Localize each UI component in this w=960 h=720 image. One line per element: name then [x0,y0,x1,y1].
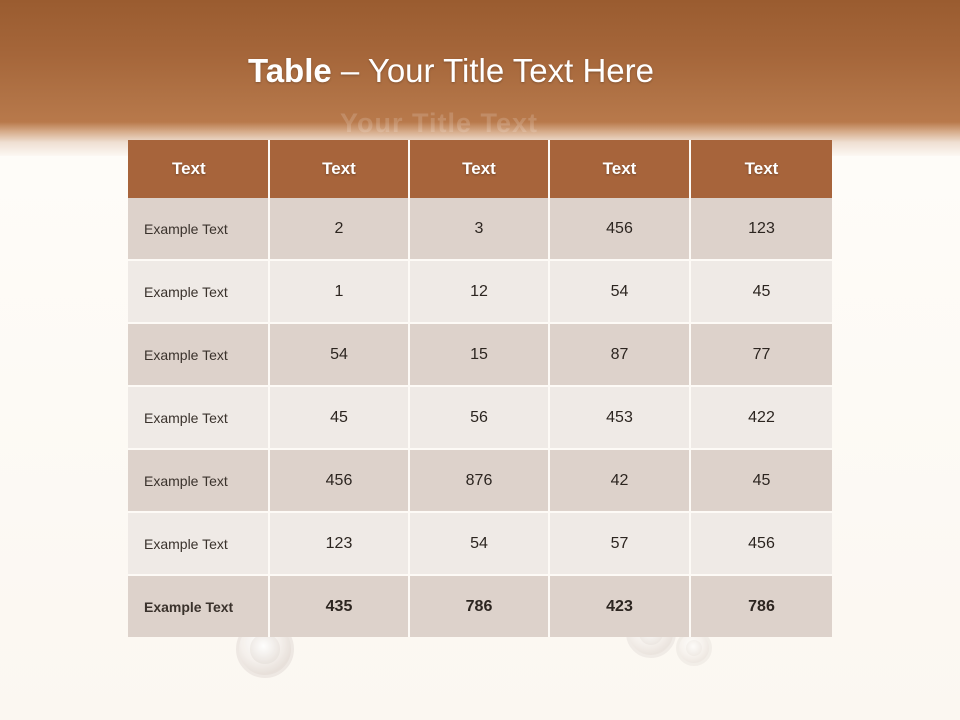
cell-1-1: 1 [269,260,409,323]
data-table-container [128,140,832,637]
table-row [128,449,832,512]
cell-4-4: 45 [690,449,832,512]
column-header-4[interactable]: Text [690,140,832,198]
row-label: Example Text [128,198,269,260]
cell-6-3: 423 [549,575,690,637]
cell-4-1: 456 [269,449,409,512]
column-header-3[interactable]: Text [549,140,690,198]
table-header [128,140,832,198]
cell-1-2: 12 [409,260,549,323]
column-header-2[interactable]: Text [409,140,549,198]
table-row [128,386,832,449]
page-title-dash: – [331,52,368,89]
cell-5-1: 123 [269,512,409,575]
data-table [128,140,832,637]
table-body [128,198,832,637]
table-row [128,260,832,323]
row-label: Example Text [128,449,269,512]
table-total-row [128,575,832,637]
column-header-0[interactable]: Text [128,140,269,198]
cell-6-4: 786 [690,575,832,637]
cell-2-1: 54 [269,323,409,386]
cell-1-4: 45 [690,260,832,323]
cell-6-2: 786 [409,575,549,637]
cell-3-2: 56 [409,386,549,449]
cell-0-1: 2 [269,198,409,260]
cell-2-3: 87 [549,323,690,386]
cell-5-4: 456 [690,512,832,575]
page-title-bold: Table [248,52,332,89]
table-row [128,198,832,260]
cell-5-3: 57 [549,512,690,575]
cell-0-2: 3 [409,198,549,260]
cell-3-3: 453 [549,386,690,449]
cell-4-3: 42 [549,449,690,512]
page-title [248,52,654,90]
cell-5-2: 54 [409,512,549,575]
row-label: Example Text [128,575,269,637]
cell-3-4: 422 [690,386,832,449]
cell-2-2: 15 [409,323,549,386]
cell-2-4: 77 [690,323,832,386]
cell-0-4: 123 [690,198,832,260]
table-header-row [128,140,832,198]
cell-1-3: 54 [549,260,690,323]
row-label: Example Text [128,323,269,386]
row-label: Example Text [128,512,269,575]
cell-0-3: 456 [549,198,690,260]
cell-6-1: 435 [269,575,409,637]
page-title-light: Your Title Text Here [367,52,654,89]
column-header-1[interactable]: Text [269,140,409,198]
row-label: Example Text [128,260,269,323]
table-row [128,323,832,386]
table-row [128,512,832,575]
header-ghost-text: Your Title Text [340,108,539,138]
cell-3-1: 45 [269,386,409,449]
cell-4-2: 876 [409,449,549,512]
row-label: Example Text [128,386,269,449]
